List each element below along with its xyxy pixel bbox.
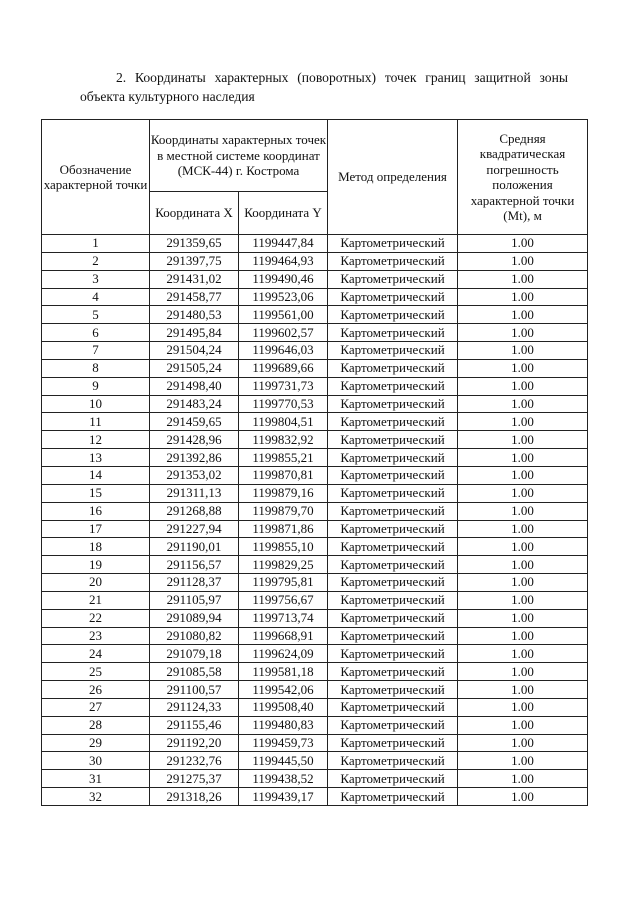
- cell-method: Картометрический: [328, 770, 458, 788]
- table-row: [42, 377, 588, 395]
- cell-coord-x: 291504,24: [150, 342, 239, 360]
- cell-method: Картометрический: [328, 698, 458, 716]
- cell-accuracy: 1.00: [458, 645, 588, 663]
- cell-method: Картометрический: [328, 270, 458, 288]
- cell-coord-x: 291311,13: [150, 484, 239, 502]
- cell-coord-y: 1199832,92: [239, 431, 328, 449]
- table-row: [42, 574, 588, 592]
- cell-accuracy: 1.00: [458, 252, 588, 270]
- table-row: [42, 288, 588, 306]
- cell-accuracy: 1.00: [458, 502, 588, 520]
- cell-method: Картометрический: [328, 645, 458, 663]
- table-row: [42, 788, 588, 806]
- table-row: [42, 663, 588, 681]
- header-accuracy: Средняя квадратическая погрешность положения характерной точки (Mt), м: [458, 120, 588, 235]
- cell-point-number: 20: [42, 574, 150, 592]
- cell-accuracy: 1.00: [458, 788, 588, 806]
- table-row: [42, 556, 588, 574]
- cell-accuracy: 1.00: [458, 449, 588, 467]
- header-y: Координата Y: [239, 192, 328, 235]
- cell-method: Картометрический: [328, 324, 458, 342]
- cell-coord-y: 1199561,00: [239, 306, 328, 324]
- cell-coord-x: 291397,75: [150, 252, 239, 270]
- cell-point-number: 14: [42, 466, 150, 484]
- table-row: [42, 449, 588, 467]
- cell-accuracy: 1.00: [458, 431, 588, 449]
- cell-accuracy: 1.00: [458, 235, 588, 253]
- cell-coord-x: 291268,88: [150, 502, 239, 520]
- cell-coord-y: 1199756,67: [239, 591, 328, 609]
- cell-point-number: 24: [42, 645, 150, 663]
- table-row: [42, 270, 588, 288]
- table-row: [42, 627, 588, 645]
- cell-coord-x: 291128,37: [150, 574, 239, 592]
- cell-coord-y: 1199464,93: [239, 252, 328, 270]
- table-row: [42, 431, 588, 449]
- cell-method: Картометрический: [328, 466, 458, 484]
- cell-point-number: 4: [42, 288, 150, 306]
- cell-coord-x: 291458,77: [150, 288, 239, 306]
- table-row: [42, 716, 588, 734]
- cell-accuracy: 1.00: [458, 752, 588, 770]
- cell-coord-x: 291480,53: [150, 306, 239, 324]
- cell-method: Картометрический: [328, 502, 458, 520]
- table-row: [42, 359, 588, 377]
- cell-coord-x: 291227,94: [150, 520, 239, 538]
- cell-coord-x: 291392,86: [150, 449, 239, 467]
- cell-point-number: 26: [42, 681, 150, 699]
- cell-point-number: 13: [42, 449, 150, 467]
- cell-point-number: 22: [42, 609, 150, 627]
- cell-coord-y: 1199490,46: [239, 270, 328, 288]
- cell-method: Картометрический: [328, 663, 458, 681]
- cell-accuracy: 1.00: [458, 413, 588, 431]
- table-row: [42, 484, 588, 502]
- header-method: Метод определения: [328, 120, 458, 235]
- cell-point-number: 11: [42, 413, 150, 431]
- cell-point-number: 16: [42, 502, 150, 520]
- cell-point-number: 18: [42, 538, 150, 556]
- table-row: [42, 698, 588, 716]
- cell-coord-y: 1199731,73: [239, 377, 328, 395]
- cell-method: Картометрический: [328, 627, 458, 645]
- cell-method: Картометрический: [328, 431, 458, 449]
- cell-point-number: 8: [42, 359, 150, 377]
- cell-accuracy: 1.00: [458, 627, 588, 645]
- cell-accuracy: 1.00: [458, 324, 588, 342]
- cell-accuracy: 1.00: [458, 574, 588, 592]
- table-row: [42, 645, 588, 663]
- cell-coord-x: 291124,33: [150, 698, 239, 716]
- cell-point-number: 5: [42, 306, 150, 324]
- cell-accuracy: 1.00: [458, 288, 588, 306]
- header-point: Обозначение характерной точки: [42, 120, 150, 235]
- cell-accuracy: 1.00: [458, 609, 588, 627]
- cell-point-number: 7: [42, 342, 150, 360]
- cell-accuracy: 1.00: [458, 663, 588, 681]
- cell-coord-x: 291318,26: [150, 788, 239, 806]
- table-row: [42, 413, 588, 431]
- cell-point-number: 17: [42, 520, 150, 538]
- cell-method: Картометрический: [328, 235, 458, 253]
- cell-coord-x: 291431,02: [150, 270, 239, 288]
- table-row: [42, 324, 588, 342]
- table-row: [42, 502, 588, 520]
- cell-coord-x: 291085,58: [150, 663, 239, 681]
- cell-method: Картометрический: [328, 556, 458, 574]
- cell-coord-y: 1199624,09: [239, 645, 328, 663]
- cell-accuracy: 1.00: [458, 556, 588, 574]
- table-row: [42, 752, 588, 770]
- cell-method: Картометрический: [328, 359, 458, 377]
- cell-method: Картометрический: [328, 484, 458, 502]
- cell-point-number: 15: [42, 484, 150, 502]
- cell-coord-y: 1199480,83: [239, 716, 328, 734]
- cell-method: Картометрический: [328, 609, 458, 627]
- cell-method: Картометрический: [328, 716, 458, 734]
- cell-point-number: 9: [42, 377, 150, 395]
- table-row: [42, 306, 588, 324]
- cell-coord-y: 1199438,52: [239, 770, 328, 788]
- cell-coord-y: 1199855,10: [239, 538, 328, 556]
- table-body: [42, 235, 588, 806]
- cell-method: Картометрический: [328, 377, 458, 395]
- cell-point-number: 23: [42, 627, 150, 645]
- cell-coord-y: 1199855,21: [239, 449, 328, 467]
- cell-accuracy: 1.00: [458, 306, 588, 324]
- cell-accuracy: 1.00: [458, 359, 588, 377]
- cell-method: Картометрический: [328, 342, 458, 360]
- cell-coord-x: 291232,76: [150, 752, 239, 770]
- table-header: [42, 120, 588, 235]
- cell-method: Картометрический: [328, 788, 458, 806]
- cell-coord-x: 291353,02: [150, 466, 239, 484]
- cell-method: Картометрический: [328, 413, 458, 431]
- section-heading: [80, 68, 568, 106]
- cell-accuracy: 1.00: [458, 770, 588, 788]
- cell-point-number: 32: [42, 788, 150, 806]
- cell-method: Картометрический: [328, 395, 458, 413]
- cell-point-number: 30: [42, 752, 150, 770]
- cell-coord-y: 1199668,91: [239, 627, 328, 645]
- cell-coord-x: 291089,94: [150, 609, 239, 627]
- cell-method: Картометрический: [328, 449, 458, 467]
- cell-accuracy: 1.00: [458, 591, 588, 609]
- cell-coord-y: 1199870,81: [239, 466, 328, 484]
- table-row: [42, 395, 588, 413]
- cell-coord-y: 1199602,57: [239, 324, 328, 342]
- cell-coord-y: 1199879,16: [239, 484, 328, 502]
- cell-point-number: 3: [42, 270, 150, 288]
- cell-coord-y: 1199795,81: [239, 574, 328, 592]
- cell-point-number: 2: [42, 252, 150, 270]
- cell-method: Картометрический: [328, 574, 458, 592]
- cell-accuracy: 1.00: [458, 395, 588, 413]
- cell-coord-x: 291505,24: [150, 359, 239, 377]
- cell-coord-y: 1199879,70: [239, 502, 328, 520]
- cell-accuracy: 1.00: [458, 698, 588, 716]
- cell-coord-x: 291105,97: [150, 591, 239, 609]
- cell-accuracy: 1.00: [458, 270, 588, 288]
- cell-accuracy: 1.00: [458, 538, 588, 556]
- cell-accuracy: 1.00: [458, 520, 588, 538]
- cell-coord-x: 291483,24: [150, 395, 239, 413]
- cell-coord-x: 291156,57: [150, 556, 239, 574]
- cell-point-number: 12: [42, 431, 150, 449]
- table-row: [42, 342, 588, 360]
- cell-point-number: 6: [42, 324, 150, 342]
- table-row: [42, 681, 588, 699]
- cell-point-number: 10: [42, 395, 150, 413]
- header-x: Координата X: [150, 192, 239, 235]
- cell-method: Картометрический: [328, 252, 458, 270]
- cell-accuracy: 1.00: [458, 342, 588, 360]
- cell-coord-x: 291428,96: [150, 431, 239, 449]
- coordinates-table: [41, 119, 588, 806]
- cell-coord-y: 1199459,73: [239, 734, 328, 752]
- table-row: [42, 235, 588, 253]
- table-row: [42, 252, 588, 270]
- cell-method: Картометрический: [328, 591, 458, 609]
- cell-coord-y: 1199508,40: [239, 698, 328, 716]
- cell-coord-x: 291459,65: [150, 413, 239, 431]
- cell-accuracy: 1.00: [458, 734, 588, 752]
- cell-method: Картометрический: [328, 734, 458, 752]
- cell-coord-y: 1199804,51: [239, 413, 328, 431]
- table-row: [42, 770, 588, 788]
- cell-coord-x: 291498,40: [150, 377, 239, 395]
- table-row: [42, 591, 588, 609]
- cell-coord-y: 1199447,84: [239, 235, 328, 253]
- cell-accuracy: 1.00: [458, 716, 588, 734]
- cell-accuracy: 1.00: [458, 681, 588, 699]
- cell-accuracy: 1.00: [458, 377, 588, 395]
- cell-method: Картометрический: [328, 538, 458, 556]
- cell-method: Картометрический: [328, 520, 458, 538]
- cell-method: Картометрический: [328, 288, 458, 306]
- cell-point-number: 21: [42, 591, 150, 609]
- header-coords-group: Координаты характерных точек в местной системе координат (МСК-44) г. Кострома: [150, 120, 328, 192]
- cell-coord-y: 1199439,17: [239, 788, 328, 806]
- cell-coord-y: 1199646,03: [239, 342, 328, 360]
- cell-point-number: 1: [42, 235, 150, 253]
- cell-coord-y: 1199713,74: [239, 609, 328, 627]
- cell-method: Картометрический: [328, 752, 458, 770]
- cell-coord-y: 1199581,18: [239, 663, 328, 681]
- table-row: [42, 520, 588, 538]
- section-heading-text: 2. Координаты характерных (поворотных) точек границ защитной зоны объекта культурного наследия: [80, 70, 568, 104]
- cell-coord-x: 291190,01: [150, 538, 239, 556]
- cell-coord-y: 1199829,25: [239, 556, 328, 574]
- cell-coord-x: 291192,20: [150, 734, 239, 752]
- cell-coord-y: 1199689,66: [239, 359, 328, 377]
- table-row: [42, 609, 588, 627]
- cell-coord-y: 1199871,86: [239, 520, 328, 538]
- cell-coord-x: 291100,57: [150, 681, 239, 699]
- cell-point-number: 19: [42, 556, 150, 574]
- cell-point-number: 28: [42, 716, 150, 734]
- table-row: [42, 466, 588, 484]
- cell-coord-y: 1199542,06: [239, 681, 328, 699]
- cell-coord-x: 291359,65: [150, 235, 239, 253]
- table-row: [42, 538, 588, 556]
- cell-accuracy: 1.00: [458, 484, 588, 502]
- table-row: [42, 734, 588, 752]
- cell-method: Картометрический: [328, 681, 458, 699]
- cell-coord-x: 291155,46: [150, 716, 239, 734]
- cell-point-number: 25: [42, 663, 150, 681]
- cell-coord-y: 1199445,50: [239, 752, 328, 770]
- cell-accuracy: 1.00: [458, 466, 588, 484]
- cell-coord-x: 291079,18: [150, 645, 239, 663]
- cell-coord-x: 291275,37: [150, 770, 239, 788]
- cell-coord-y: 1199523,06: [239, 288, 328, 306]
- cell-point-number: 27: [42, 698, 150, 716]
- cell-method: Картометрический: [328, 306, 458, 324]
- cell-coord-x: 291080,82: [150, 627, 239, 645]
- cell-coord-x: 291495,84: [150, 324, 239, 342]
- cell-point-number: 29: [42, 734, 150, 752]
- cell-coord-y: 1199770,53: [239, 395, 328, 413]
- cell-point-number: 31: [42, 770, 150, 788]
